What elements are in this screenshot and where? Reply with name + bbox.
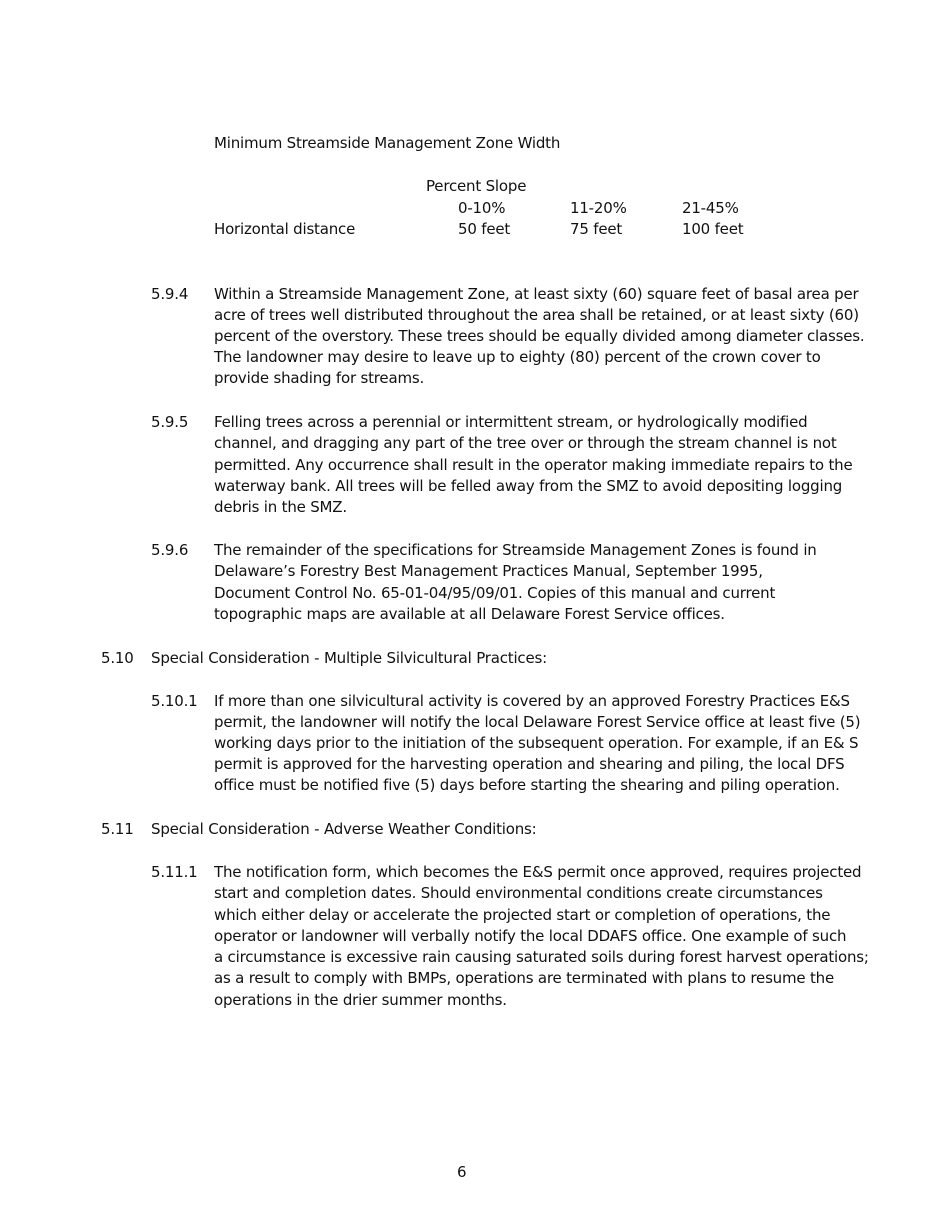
paragraph-line: The notification form, which becomes the E&S permit once approved, requires projected — [214, 863, 862, 881]
cell-11-20: 75 feet — [570, 220, 623, 238]
paragraph-line: permit is approved for the harvesting operation and shearing and piling, the local DFS — [214, 755, 845, 773]
paragraph-line: permit, the landowner will notify the local Delaware Forest Service office at least five (5) — [214, 713, 861, 731]
paragraph-line: Document Control No. 65-01-04/95/09/01. Copies of this manual and current — [214, 584, 776, 602]
section-number-5-9-6: 5.9.6 — [151, 541, 189, 559]
paragraph-line: working days prior to the initiation of the subsequent operation. For example, if an E& S — [214, 734, 859, 752]
paragraph-line: waterway bank. All trees will be felled away from the SMZ to avoid depositing logging — [214, 477, 843, 495]
cell-0-10: 50 feet — [458, 220, 511, 238]
section-number-5-10: 5.10 — [101, 649, 134, 667]
paragraph-line: as a result to comply with BMPs, operations are terminated with plans to resume the — [214, 969, 835, 987]
section-heading-5-11: Special Consideration - Adverse Weather Conditions: — [151, 820, 537, 838]
section-number-5-10-1: 5.10.1 — [151, 692, 198, 710]
section-number-5-9-4: 5.9.4 — [151, 285, 189, 303]
percent-slope-header: Percent Slope — [426, 177, 527, 195]
paragraph-line: which either delay or accelerate the projected start or completion of operations, the — [214, 906, 831, 924]
column-header-11-20: 11-20% — [570, 199, 627, 217]
section-number-5-11: 5.11 — [101, 820, 134, 838]
paragraph-line: office must be notified five (5) days before starting the shearing and piling operation. — [214, 776, 840, 794]
column-header-0-10: 0-10% — [458, 199, 506, 217]
paragraph-line: start and completion dates. Should environmental conditions create circumstances — [214, 884, 823, 902]
paragraph-line: Delaware’s Forestry Best Management Practices Manual, September 1995, — [214, 562, 763, 580]
paragraph-line: Felling trees across a perennial or intermittent stream, or hydrologically modified — [214, 413, 808, 431]
paragraph-line: The remainder of the specifications for Streamside Management Zones is found in — [214, 541, 817, 559]
paragraph-line: a circumstance is excessive rain causing saturated soils during forest harvest operations; — [214, 948, 869, 966]
column-header-21-45: 21-45% — [682, 199, 739, 217]
paragraph-line: provide shading for streams. — [214, 369, 425, 387]
paragraph-line: operator or landowner will verbally notify the local DDAFS office. One example of such — [214, 927, 847, 945]
paragraph-line: operations in the drier summer months. — [214, 991, 507, 1009]
paragraph-line: If more than one silvicultural activity is covered by an approved Forestry Practices E&S — [214, 692, 850, 710]
paragraph-line: acre of trees well distributed throughout the area shall be retained, or at least sixty (60) — [214, 306, 859, 324]
paragraph-line: channel, and dragging any part of the tree over or through the stream channel is not — [214, 434, 837, 452]
paragraph-line: Within a Streamside Management Zone, at least sixty (60) square feet of basal area per — [214, 285, 859, 303]
row-label-horizontal-distance: Horizontal distance — [214, 220, 356, 238]
page-number: 6 — [457, 1163, 467, 1181]
section-number-5-9-5: 5.9.5 — [151, 413, 189, 431]
paragraph-line: percent of the overstory. These trees should be equally divided among diameter classes. — [214, 327, 865, 345]
section-number-5-11-1: 5.11.1 — [151, 863, 198, 881]
paragraph-line: topographic maps are available at all Delaware Forest Service offices. — [214, 605, 725, 623]
paragraph-line: debris in the SMZ. — [214, 498, 347, 516]
section-heading-5-10: Special Consideration - Multiple Silvicultural Practices: — [151, 649, 547, 667]
paragraph-line: permitted. Any occurrence shall result in the operator making immediate repairs to the — [214, 456, 853, 474]
table-title: Minimum Streamside Management Zone Width — [214, 134, 561, 152]
cell-21-45: 100 feet — [682, 220, 744, 238]
paragraph-line: The landowner may desire to leave up to eighty (80) percent of the crown cover to — [214, 348, 821, 366]
